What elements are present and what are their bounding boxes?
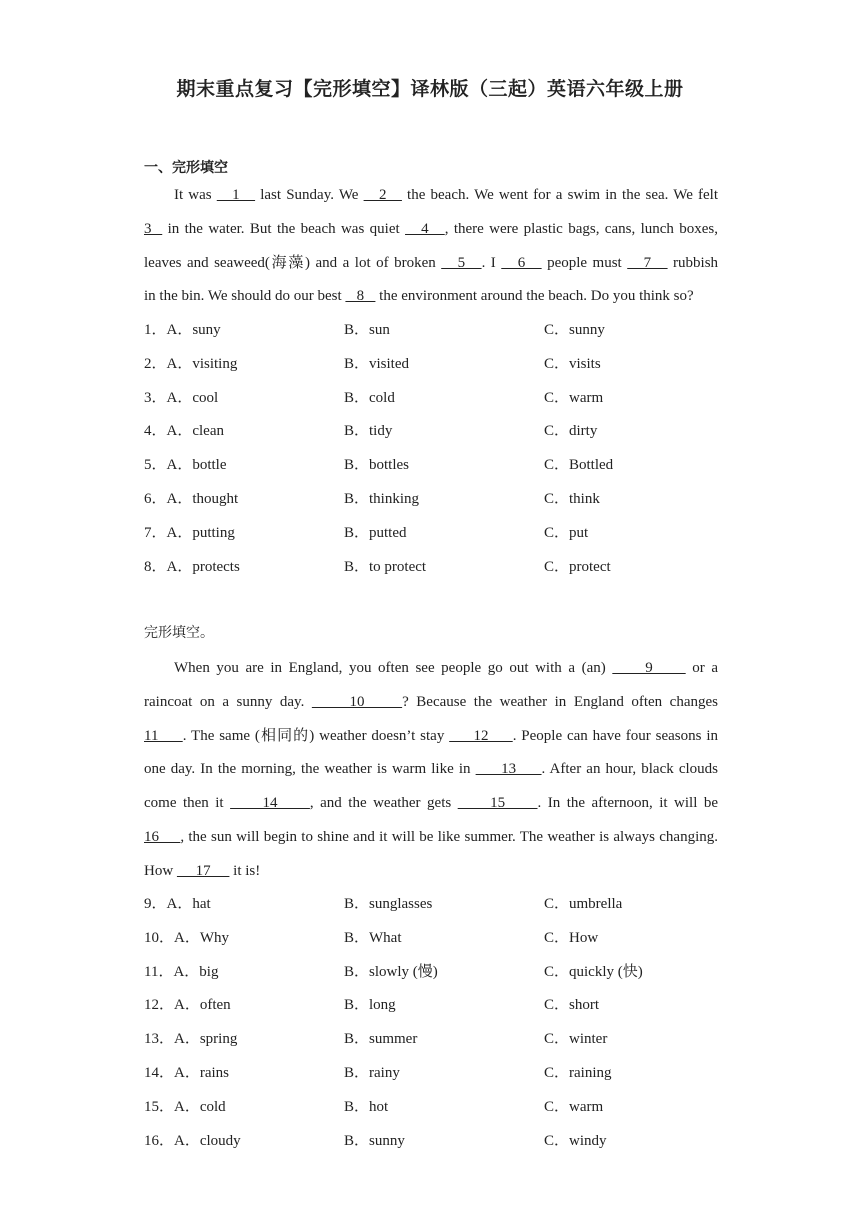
question-row [144,1125,724,1159]
passage-text: leaves and seaweed(海藻) and a lot of broken [144,254,442,271]
option-a: 6．A．thought [144,490,239,507]
passage-text: people must [541,254,628,271]
question-row [144,922,724,956]
option-a: 9．A．hat [144,896,211,912]
passage-text: the environment around the beach. Do you think so? [375,288,694,305]
option-c: C．quickly (快) [544,963,643,980]
passage-2 [144,652,718,889]
option-c: C．How [544,929,599,946]
option-a: 3．A．cool [144,389,219,406]
section-heading: 一、完形填空 [144,160,228,176]
option-a: 15．A．cold [144,1098,226,1115]
option-b: B．putted [344,524,407,541]
passage-line [144,686,718,720]
answer-blank: 1 [216,187,256,203]
answer-blank: 2 [363,187,402,203]
answer-blank: 3 [144,220,163,237]
option-b: B．to protect [344,558,427,575]
option-c: C．short [544,997,600,1014]
option-c: C．warm [544,389,604,406]
passage-text: , there were plastic bags, cans, lunch boxes, [444,220,719,237]
answer-blank: 11 [144,727,183,744]
question-row [144,888,724,922]
passage-text: ? Because the weather in England often changes [402,693,718,710]
question-row [144,348,724,382]
question-row [144,449,724,483]
passage-line [144,652,718,686]
option-b: B．sun [344,322,390,338]
option-c: C．windy [544,1132,607,1149]
answer-blank: 13 [475,761,542,778]
question-row [144,1057,724,1091]
passage-text: . The same (相同的) weather doesn’t stay [182,727,450,744]
option-c: C．sunny [544,322,605,338]
option-b: B．sunglasses [344,896,433,912]
passage-text: one day. In the morning, the weather is warm like in [144,761,476,778]
answer-blank: 15 [457,795,538,812]
passage-text: the beach. We went for a swim in the sea. We felt [401,187,718,203]
passage-line [144,213,718,247]
option-b: B．visited [344,355,410,372]
passage-text: , the sun will begin to shine and it will be like summer. The weather is always changing. [180,828,718,845]
passage-line [144,821,718,855]
option-b: B．tidy [344,423,393,440]
options-1 [144,314,724,584]
answer-blank: 16 [144,828,181,845]
option-b: B．summer [344,1031,418,1048]
question-row [144,1023,724,1057]
passage-line [144,179,718,213]
option-a: 1．A．suny [144,322,221,338]
question-row [144,382,724,416]
option-b: B．thinking [344,490,420,507]
question-row [144,1091,724,1125]
passage-text: . After an hour, black clouds [541,761,719,778]
option-b: B．hot [344,1098,389,1115]
answer-blank: 4 [405,220,445,237]
passage-text: , and the weather gets [309,795,458,812]
passage-1 [144,179,718,314]
passage-text: or a [685,660,719,676]
answer-blank: 10 [311,693,403,710]
option-b: B．rainy [344,1064,400,1081]
answer-blank: 8 [345,288,376,305]
option-a: 12．A．often [144,997,231,1014]
question-row [144,989,724,1023]
options-2 [144,888,724,1158]
option-a: 10．A．Why [144,929,229,946]
option-a: 7．A．putting [144,524,235,541]
passage-text: last Sunday. We [255,187,364,203]
passage-text: How [144,862,177,879]
option-b: B．slowly (慢) [344,963,438,980]
passage-text: it is! [229,862,261,879]
option-b: B．sunny [344,1132,405,1149]
passage-line [144,753,718,787]
passage-line [144,855,718,889]
passage-line [144,787,718,821]
option-a: 16．A．cloudy [144,1132,241,1149]
passage-text: . People can have four seasons in [512,727,718,744]
option-c: C．protect [544,558,611,575]
passage-line [144,280,718,314]
passage-text: in the water. But the beach was quiet [162,220,406,237]
option-c: C．raining [544,1064,612,1081]
answer-blank: 17 [176,862,230,879]
option-c: C．Bottled [544,457,614,474]
option-c: C．warm [544,1098,604,1115]
question-row [144,415,724,449]
option-c: C．umbrella [544,896,623,912]
option-c: C．put [544,524,589,541]
option-a: 14．A．rains [144,1064,229,1081]
passage-text: When you are in England, you often see people go out with a (an) [174,660,613,676]
option-a: 13．A．spring [144,1031,238,1048]
answer-blank: 7 [627,254,668,271]
passage-line [144,720,718,754]
option-c: C．dirty [544,423,598,440]
option-b: B．bottles [344,457,410,474]
passage-text: in the bin. We should do our best [144,288,346,305]
passage-text: It was [174,187,217,203]
question-row [144,551,724,585]
page-title: 期末重点复习【完形填空】译林版（三起）英语六年级上册 [176,78,684,100]
answer-blank: 6 [501,254,542,271]
answer-blank: 14 [230,795,310,812]
passage-text: rubbish [667,254,719,271]
option-a: 11．A．big [144,963,219,980]
answer-blank: 12 [449,727,513,744]
option-c: C．visits [544,355,601,372]
question-row [144,517,724,551]
passage-text: raincoat on a sunny day. [144,693,312,710]
instruction: 完形填空。 [144,625,214,641]
passage-text: . In the afternoon, it will be [537,795,719,812]
passage-line [144,247,718,281]
option-b: B．long [344,997,396,1014]
option-a: 5．A．bottle [144,457,227,474]
question-row [144,956,724,990]
option-c: C．winter [544,1031,608,1048]
option-a: 4．A．clean [144,423,224,440]
passage-text: come then it [144,795,231,812]
answer-blank: 5 [441,254,482,271]
option-a: 2．A．visiting [144,355,238,372]
passage-text: . I [481,254,502,271]
answer-blank: 9 [612,660,686,676]
question-row [144,314,724,348]
option-b: B．What [344,929,402,946]
option-b: B．cold [344,389,395,406]
question-row [144,483,724,517]
option-c: C．think [544,490,600,507]
option-a: 8．A．protects [144,558,240,575]
